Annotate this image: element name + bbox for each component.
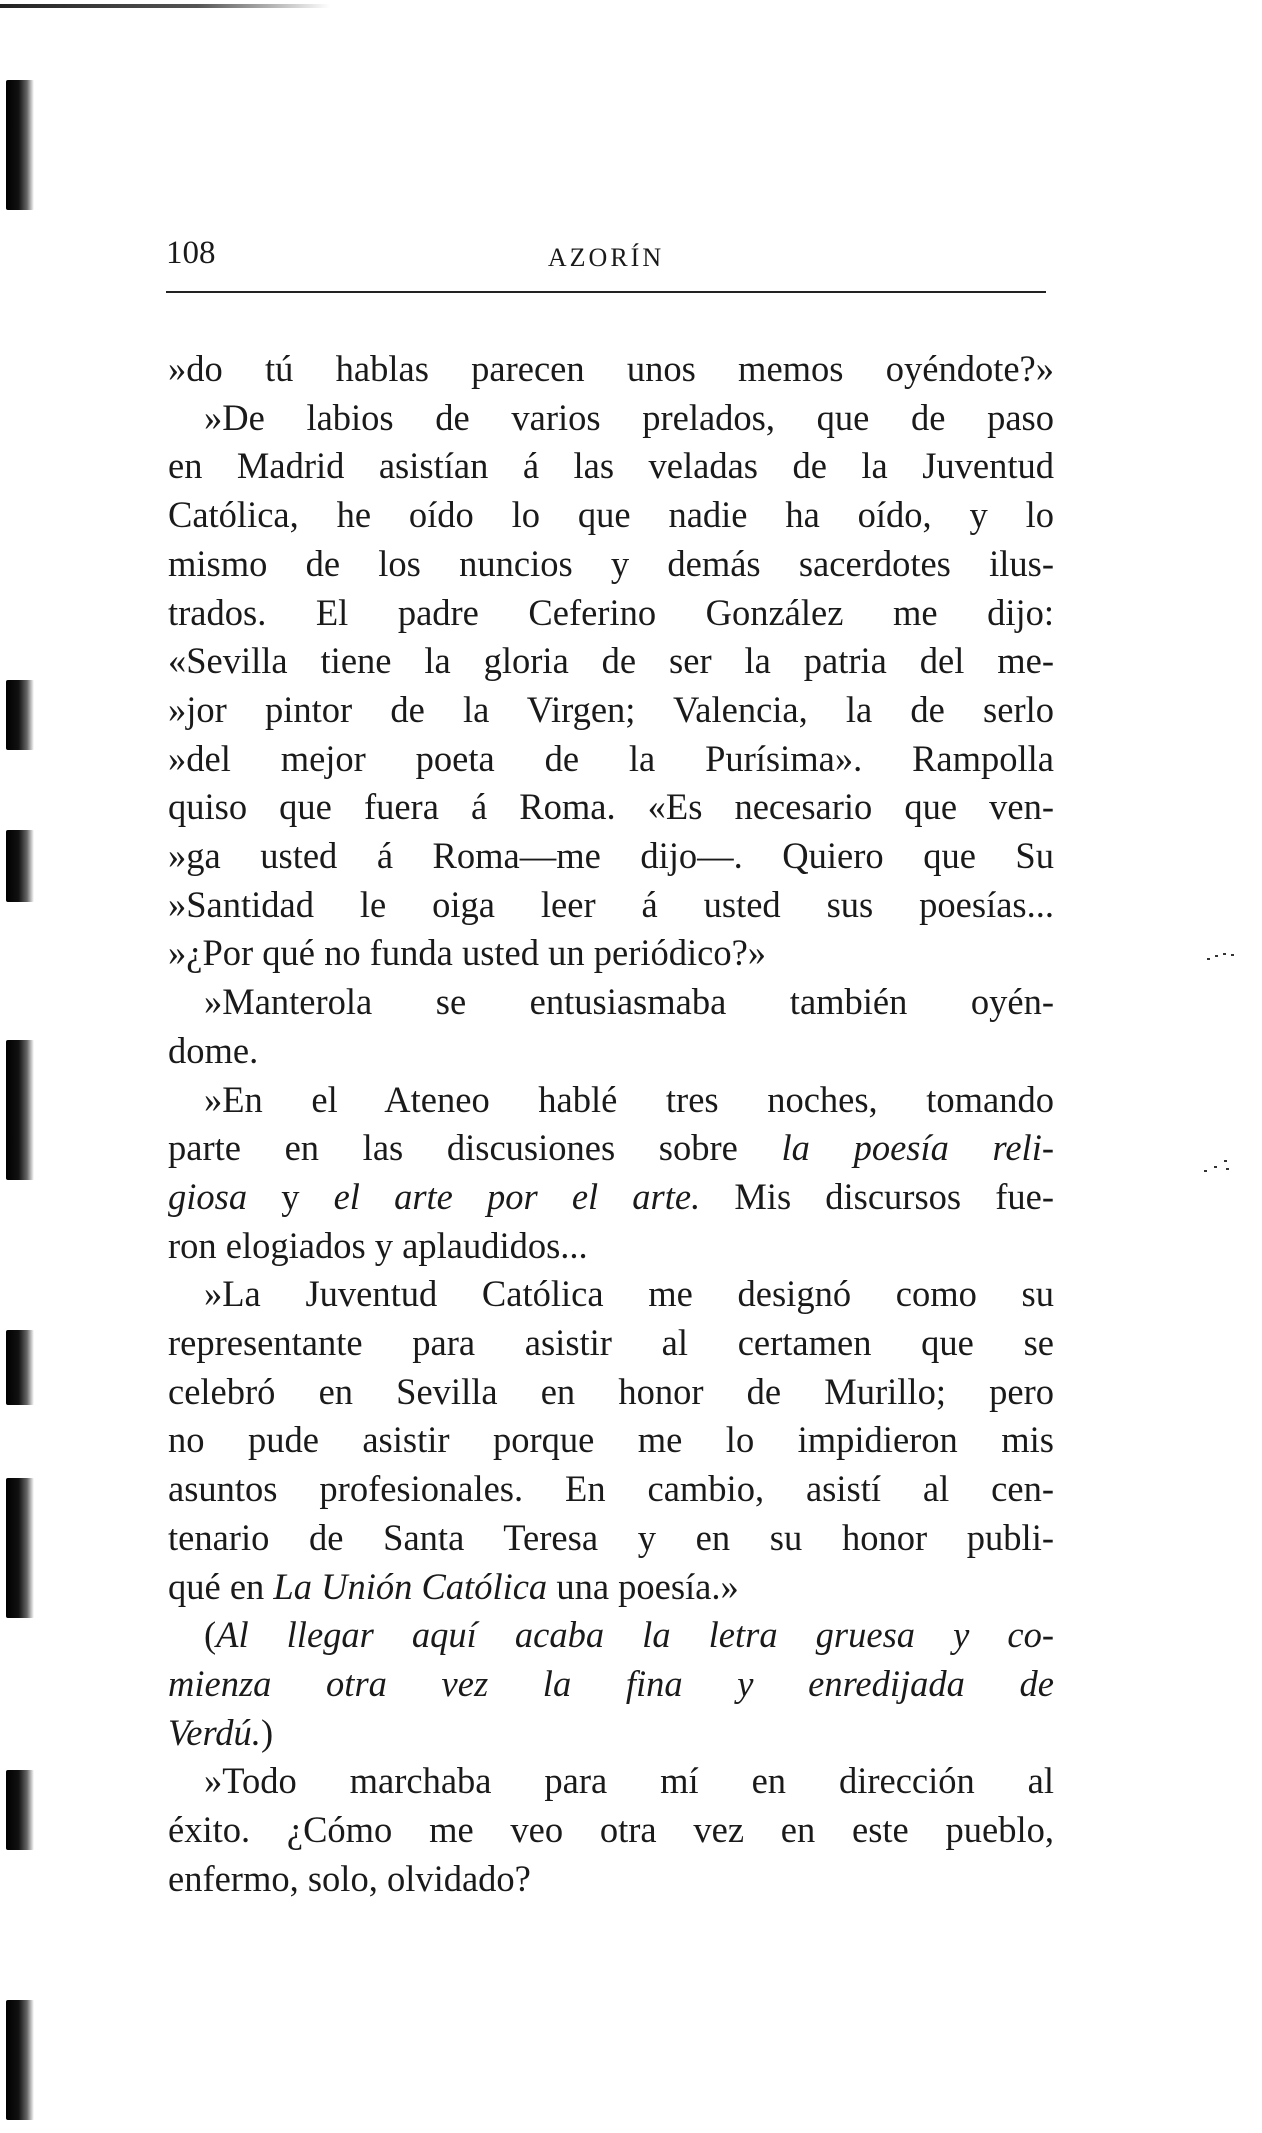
running-head: AZORÍN (547, 243, 665, 272)
text-segment: Mis discursos fue- (734, 1175, 1055, 1217)
italic-note: Verdú. (168, 1711, 261, 1753)
page-header (166, 235, 1046, 293)
scan-top-edge (0, 4, 330, 8)
text-line: éxito. ¿Cómo me veo otra vez en este pueblo, (168, 1809, 1054, 1851)
scan-binding-mark (6, 2000, 34, 2120)
text-line: no pude asistir porque me lo impidieron mis (168, 1419, 1054, 1461)
text-line (168, 1611, 1054, 1660)
text-line (168, 1563, 1054, 1612)
text-line: trados. El padre Ceferino González me dijo: (168, 591, 1054, 633)
text-segment: parte en las discusiones sobre (168, 1127, 738, 1169)
italic-title: la poesía reli- (781, 1127, 1054, 1169)
italic-title: el arte por el arte. (333, 1175, 701, 1217)
text-line: mienza otra vez la fina y enredijada de (168, 1662, 1054, 1704)
scan-specks (1200, 1158, 1234, 1174)
text-line (168, 1124, 1054, 1173)
scan-binding-mark (6, 1478, 34, 1618)
text-line: ron elogiados y aplaudidos... (168, 1224, 588, 1266)
text-line: enfermo, solo, olvidado? (168, 1857, 531, 1899)
text-line (168, 1173, 1054, 1222)
italic-title: giosa (168, 1175, 248, 1217)
text-line: »Todo marchaba para mí en dirección al (204, 1760, 1054, 1802)
scan-binding-mark (6, 1040, 34, 1180)
scan-specks (1205, 950, 1239, 966)
text-line: quiso que fuera á Roma. «Es necesario que ven- (168, 786, 1054, 828)
text-line: »ga usted á Roma—me dijo—. Quiero que Su (168, 835, 1054, 877)
text-line: en Madrid asistían á las veladas de la Juventud (168, 445, 1054, 487)
text-line: celebró en Sevilla en honor de Murillo; pero (168, 1370, 1054, 1412)
text-segment: qué en (168, 1565, 265, 1607)
scan-binding-mark (6, 830, 34, 902)
text-segment: ) (260, 1711, 274, 1753)
text-segment: una poesía.» (556, 1565, 739, 1607)
text-line (168, 1709, 1054, 1758)
page-number: 108 (166, 235, 216, 271)
body-text (168, 345, 1054, 1904)
text-line: Católica, he oído lo que nadie ha oído, y lo (168, 494, 1054, 536)
text-line: »jor pintor de la Virgen; Valencia, la de serlo (168, 688, 1054, 730)
text-line: »La Juventud Católica me designó como su (204, 1273, 1054, 1315)
text-line: mismo de los nuncios y demás sacerdotes ilus- (168, 542, 1054, 584)
text-segment: y (281, 1175, 300, 1217)
scan-binding-mark (6, 1330, 34, 1405)
scan-binding-mark (6, 80, 34, 210)
scan-binding-mark (6, 680, 34, 750)
text-line: representante para asistir al certamen que se (168, 1322, 1054, 1364)
scan-binding-mark (6, 1770, 34, 1850)
text-line: »De labios de varios prelados, que de paso (204, 396, 1054, 438)
text-line: tenario de Santa Teresa y en su honor publi- (168, 1516, 1054, 1558)
text-line: »¿Por qué no funda usted un periódico?» (168, 932, 767, 974)
text-line: »do tú hablas parecen unos memos oyéndote?» (168, 348, 1054, 389)
text-line: dome. (168, 1029, 259, 1071)
text-line: »Santidad le oiga leer á usted sus poesías... (168, 883, 1054, 925)
text-line: »Manterola se entusiasmaba también oyén- (204, 981, 1054, 1023)
text-segment: ( (204, 1614, 217, 1656)
italic-note: Al llegar aquí acaba la letra gruesa y co- (216, 1614, 1054, 1656)
text-line: «Sevilla tiene la gloria de ser la patria del me- (168, 640, 1054, 682)
text-line: asuntos profesionales. En cambio, asistí al cen- (168, 1468, 1054, 1510)
text-line: »En el Ateneo hablé tres noches, tomando (204, 1078, 1054, 1120)
italic-title: La Unión Católica (273, 1565, 548, 1607)
text-line: »del mejor poeta de la Purísima». Rampolla (168, 737, 1054, 779)
